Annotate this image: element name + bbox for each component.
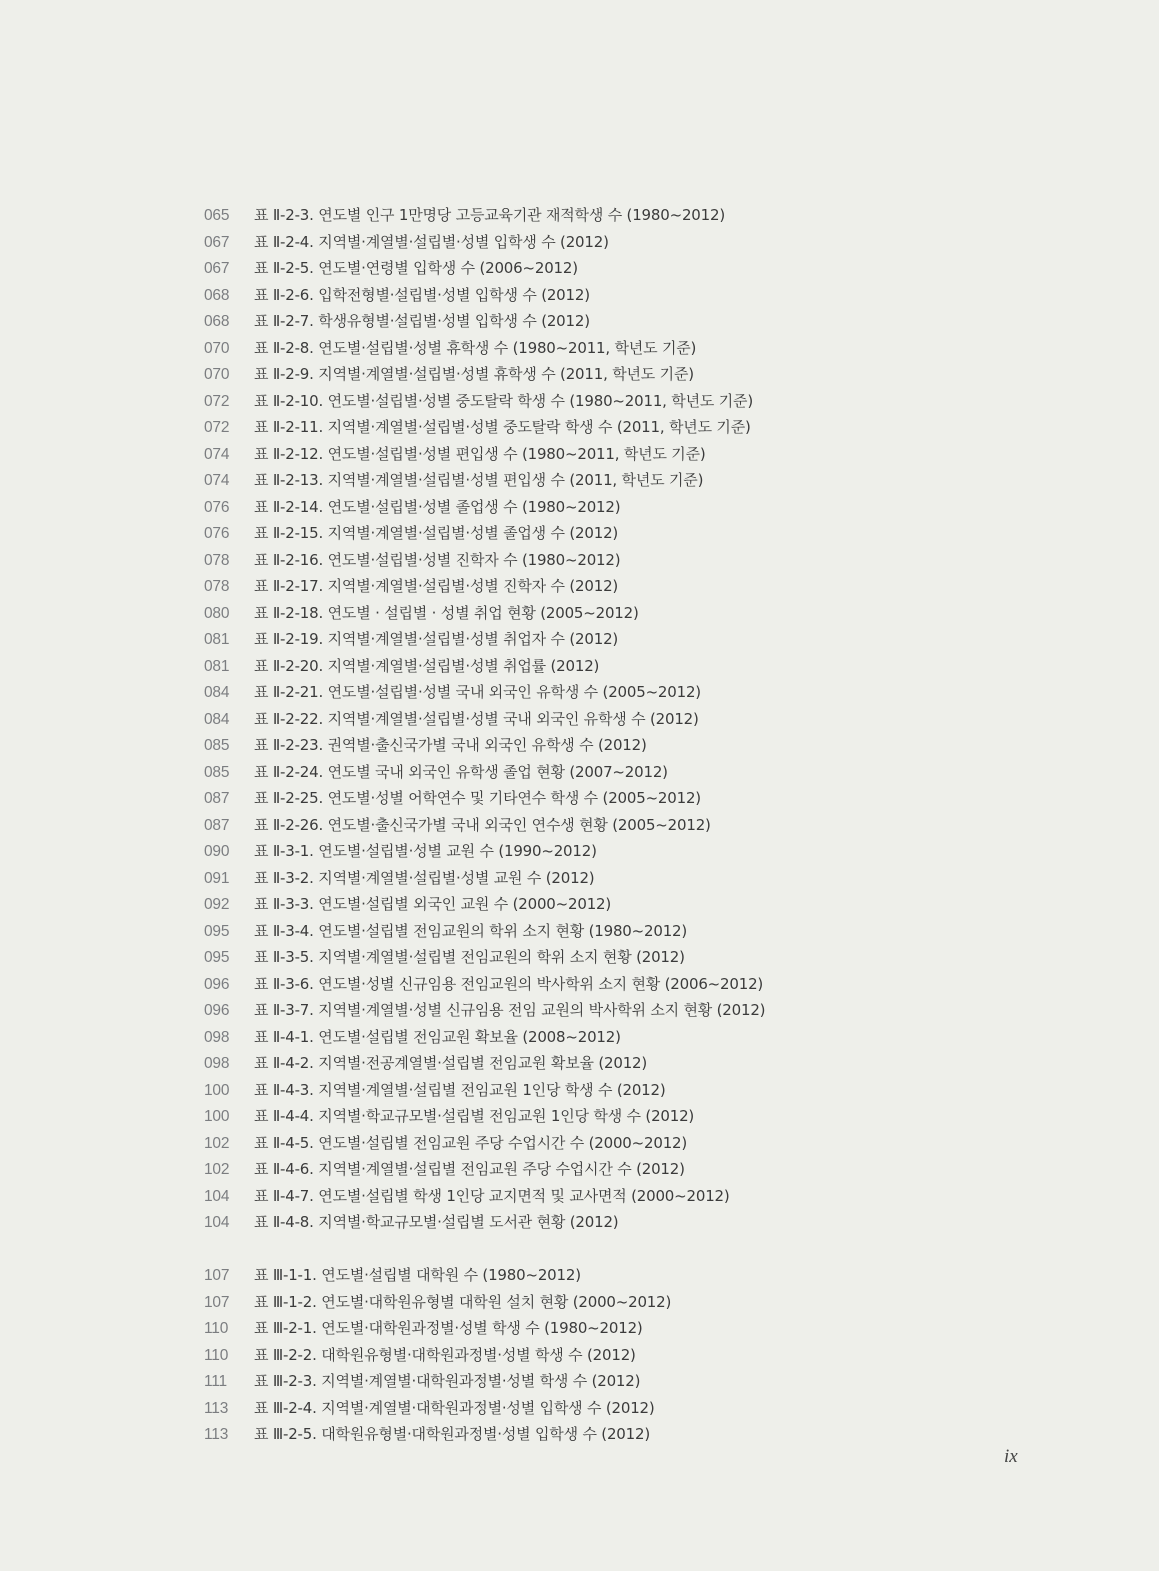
toc-page-number: 102 bbox=[204, 1134, 230, 1152]
toc-entry[interactable] bbox=[204, 1024, 1064, 1051]
toc-entry[interactable] bbox=[204, 282, 1064, 309]
toc-entry-title: 표 Ⅱ-4-5. 연도별·설립별 전임교원 주당 수업시간 수 (2000~2012) bbox=[254, 1133, 688, 1152]
toc-entry-title: 표 Ⅱ-2-21. 연도별·설립별·성별 국내 외국인 유학생 수 (2005~2012) bbox=[254, 683, 701, 701]
toc-entry[interactable] bbox=[204, 388, 1064, 415]
toc-page-number: 072 bbox=[204, 392, 230, 410]
toc-entry-title: 표 Ⅲ-2-1. 연도별·대학원과정별·성별 학생 수 (1980~2012) bbox=[254, 1319, 643, 1337]
toc-section-3 bbox=[204, 1262, 1064, 1448]
toc-page-number: 107 bbox=[204, 1267, 230, 1284]
toc-page-number: 078 bbox=[204, 578, 230, 595]
toc-entry[interactable] bbox=[204, 573, 1064, 600]
toc-entry-title: 표 Ⅱ-2-15. 지역별·계열별·설립별·성별 졸업생 수 (2012) bbox=[254, 524, 619, 542]
toc-entry[interactable] bbox=[204, 971, 1064, 998]
toc-page-number: 070 bbox=[204, 339, 230, 357]
toc-page-number: 104 bbox=[204, 1214, 230, 1231]
toc-entry[interactable] bbox=[204, 361, 1064, 388]
toc-entry[interactable] bbox=[204, 653, 1064, 680]
toc-entry[interactable] bbox=[204, 1315, 1064, 1342]
toc-page-number: 076 bbox=[204, 525, 230, 542]
page-folio: ix bbox=[1004, 1446, 1018, 1467]
toc-entry[interactable] bbox=[204, 520, 1064, 547]
toc-page-number: 087 bbox=[204, 790, 230, 807]
toc-page-number: 070 bbox=[204, 366, 230, 383]
toc-entry-title: 표 Ⅱ-2-6. 입학전형별·설립별·성별 입학생 수 (2012) bbox=[254, 285, 590, 304]
toc-page-number: 081 bbox=[204, 631, 230, 648]
toc-entry-title: 표 Ⅱ-2-8. 연도별·설립별·성별 휴학생 수 (1980~2011, 학년도 기준) bbox=[254, 338, 697, 357]
toc-page-number: 085 bbox=[204, 737, 230, 754]
toc-entry-title: 표 Ⅱ-2-26. 연도별·출신국가별 국내 외국인 연수생 현황 (2005~2012) bbox=[254, 815, 711, 834]
toc-entry[interactable] bbox=[204, 918, 1064, 945]
toc-entry-title: 표 Ⅱ-2-17. 지역별·계열별·설립별·성별 진학자 수 (2012) bbox=[254, 577, 619, 595]
toc-entry[interactable] bbox=[204, 759, 1064, 786]
toc-page-number: 096 bbox=[204, 1002, 230, 1019]
toc-section-2 bbox=[204, 202, 1064, 1236]
toc-entry-title: 표 Ⅱ-4-6. 지역별·계열별·설립별 전임교원 주당 수업시간 수 (2012) bbox=[254, 1160, 685, 1178]
toc-page-number: 110 bbox=[204, 1346, 229, 1364]
toc-entry-title: 표 Ⅱ-2-20. 지역별·계열별·설립별·성별 취업률 (2012) bbox=[254, 656, 600, 675]
toc-page-number: 090 bbox=[204, 843, 230, 860]
toc-page-number: 110 bbox=[204, 1320, 229, 1337]
toc-entry[interactable] bbox=[204, 1156, 1064, 1183]
toc-entry-title: 표 Ⅱ-3-5. 지역별·계열별·설립별 전임교원의 학위 소지 현황 (2012) bbox=[254, 948, 685, 966]
toc-page-number: 095 bbox=[204, 949, 230, 966]
toc-entry-title: 표 Ⅱ-4-4. 지역별·학교규모별·설립별 전임교원 1인당 학생 수 (2012) bbox=[254, 1107, 695, 1125]
toc-entry[interactable] bbox=[204, 255, 1064, 282]
toc-entry[interactable] bbox=[204, 1183, 1064, 1210]
toc-entry-title: 표 Ⅲ-1-1. 연도별·설립별 대학원 수 (1980~2012) bbox=[254, 1266, 581, 1284]
toc-entry[interactable] bbox=[204, 865, 1064, 892]
toc-page-number: 100 bbox=[204, 1108, 230, 1125]
toc-page-number: 100 bbox=[204, 1081, 230, 1099]
toc-page-number: 104 bbox=[204, 1187, 230, 1205]
toc-entry[interactable] bbox=[204, 1342, 1064, 1369]
toc-page-number: 084 bbox=[204, 710, 230, 728]
toc-page-number: 068 bbox=[204, 313, 230, 330]
toc-page-number: 084 bbox=[204, 684, 230, 701]
toc-entry-title: 표 Ⅱ-2-5. 연도별·연령별 입학생 수 (2006~2012) bbox=[254, 259, 578, 277]
toc-entry-title: 표 Ⅱ-4-3. 지역별·계열별·설립별 전임교원 1인당 학생 수 (2012) bbox=[254, 1080, 666, 1099]
toc-entry-title: 표 Ⅱ-2-12. 연도별·설립별·성별 편입생 수 (1980~2011, 학년도 기준) bbox=[254, 444, 706, 463]
toc-page-number: 081 bbox=[204, 657, 230, 675]
toc-entry-title: 표 Ⅱ-3-6. 연도별·성별 신규임용 전임교원의 박사학위 소지 현황 (2006~2012) bbox=[254, 974, 764, 993]
toc-entry[interactable] bbox=[204, 1209, 1064, 1236]
toc-entry[interactable] bbox=[204, 441, 1064, 468]
toc-page-number: 074 bbox=[204, 445, 230, 463]
toc-entry[interactable] bbox=[204, 1077, 1064, 1104]
toc-entry-title: 표 Ⅱ-3-7. 지역별·계열별·성별 신규임용 전임 교원의 박사학위 소지 현황 (2012) bbox=[254, 1001, 766, 1019]
toc-entry[interactable] bbox=[204, 229, 1064, 256]
toc-entry-title: 표 Ⅲ-2-4. 지역별·계열별·대학원과정별·성별 입학생 수 (2012) bbox=[254, 1398, 655, 1417]
toc-entry-title: 표 Ⅱ-4-8. 지역별·학교규모별·설립별 도서관 현황 (2012) bbox=[254, 1213, 619, 1231]
toc-entry-title: 표 Ⅱ-2-4. 지역별·계열별·설립별·성별 입학생 수 (2012) bbox=[254, 232, 609, 251]
toc-page-number: 096 bbox=[204, 975, 230, 993]
toc-entry[interactable] bbox=[204, 812, 1064, 839]
toc-entry-title: 표 Ⅱ-4-1. 연도별·설립별 전임교원 확보율 (2008~2012) bbox=[254, 1027, 621, 1046]
toc-entry-title: 표 Ⅱ-2-9. 지역별·계열별·설립별·성별 휴학생 수 (2011, 학년도 기준) bbox=[254, 365, 694, 383]
toc-entry-title: 표 Ⅲ-2-5. 대학원유형별·대학원과정별·성별 입학생 수 (2012) bbox=[254, 1425, 650, 1443]
toc-page-number: 102 bbox=[204, 1161, 230, 1178]
table-of-contents bbox=[204, 202, 1064, 1448]
toc-page-number: 068 bbox=[204, 286, 230, 304]
toc-page-number: 095 bbox=[204, 922, 230, 940]
toc-entry-title: 표 Ⅱ-4-7. 연도별·설립별 학생 1인당 교지면적 및 교사면적 (2000~2012) bbox=[254, 1186, 730, 1205]
toc-entry[interactable] bbox=[204, 679, 1064, 706]
toc-entry[interactable] bbox=[204, 1289, 1064, 1316]
toc-entry-title: 표 Ⅲ-1-2. 연도별·대학원유형별 대학원 설치 현황 (2000~2012) bbox=[254, 1292, 672, 1311]
toc-entry[interactable] bbox=[204, 600, 1064, 627]
toc-entry[interactable] bbox=[204, 308, 1064, 335]
toc-entry-title: 표 Ⅱ-2-13. 지역별·계열별·설립별·성별 편입생 수 (2011, 학년도 기준) bbox=[254, 471, 704, 489]
toc-page-number: 098 bbox=[204, 1028, 230, 1046]
toc-page-number: 080 bbox=[204, 604, 230, 622]
toc-page-number: 067 bbox=[204, 233, 230, 251]
toc-entry[interactable] bbox=[204, 547, 1064, 574]
toc-entry-title: 표 Ⅱ-2-7. 학생유형별·설립별·성별 입학생 수 (2012) bbox=[254, 312, 590, 330]
toc-entry[interactable] bbox=[204, 202, 1064, 229]
toc-entry[interactable] bbox=[204, 335, 1064, 362]
toc-page-number: 087 bbox=[204, 816, 230, 834]
toc-entry[interactable] bbox=[204, 1395, 1064, 1422]
toc-entry-title: 표 Ⅱ-2-19. 지역별·계열별·설립별·성별 취업자 수 (2012) bbox=[254, 630, 619, 648]
toc-page-number: 107 bbox=[204, 1293, 230, 1311]
toc-entry-title: 표 Ⅱ-2-25. 연도별·성별 어학연수 및 기타연수 학생 수 (2005~2012) bbox=[254, 789, 701, 807]
toc-entry-title: 표 Ⅱ-2-3. 연도별 인구 1만명당 고등교육기관 재적학생 수 (1980~2012) bbox=[254, 206, 725, 224]
toc-entry-title: 표 Ⅱ-3-4. 연도별·설립별 전임교원의 학위 소지 현황 (1980~2012) bbox=[254, 921, 688, 940]
toc-entry-title: 표 Ⅱ-4-2. 지역별·전공계열별·설립별 전임교원 확보율 (2012) bbox=[254, 1054, 648, 1072]
toc-entry-title: 표 Ⅱ-2-23. 권역별·출신국가별 국내 외국인 유학생 수 (2012) bbox=[254, 736, 647, 754]
toc-page-number: 113 bbox=[204, 1399, 229, 1417]
toc-entry[interactable] bbox=[204, 1050, 1064, 1077]
toc-entry[interactable] bbox=[204, 414, 1064, 441]
toc-page-number: 111 bbox=[204, 1373, 227, 1390]
toc-entry-title: 표 Ⅲ-2-3. 지역별·계열별·대학원과정별·성별 학생 수 (2012) bbox=[254, 1372, 641, 1390]
toc-entry[interactable] bbox=[204, 732, 1064, 759]
toc-page-number: 078 bbox=[204, 551, 230, 569]
toc-entry-title: 표 Ⅱ-2-11. 지역별·계열별·설립별·성별 중도탈락 학생 수 (2011, 학년도 기준) bbox=[254, 418, 751, 436]
toc-entry[interactable] bbox=[204, 997, 1064, 1024]
toc-entry[interactable] bbox=[204, 1103, 1064, 1130]
toc-entry[interactable] bbox=[204, 944, 1064, 971]
toc-page-number: 091 bbox=[204, 869, 230, 887]
toc-entry[interactable] bbox=[204, 1262, 1064, 1289]
toc-entry-title: 표 Ⅱ-2-10. 연도별·설립별·성별 중도탈락 학생 수 (1980~2011, 학년도 기준) bbox=[254, 391, 753, 410]
toc-page-number: 098 bbox=[204, 1055, 230, 1072]
toc-entry[interactable] bbox=[204, 891, 1064, 918]
toc-page-number: 065 bbox=[204, 207, 230, 224]
toc-page-number: 076 bbox=[204, 498, 230, 516]
toc-entry-title: 표 Ⅱ-3-3. 연도별·설립별 외국인 교원 수 (2000~2012) bbox=[254, 895, 612, 913]
toc-entry[interactable] bbox=[204, 494, 1064, 521]
toc-entry[interactable] bbox=[204, 1368, 1064, 1395]
toc-entry-title: 표 Ⅱ-2-24. 연도별 국내 외국인 유학생 졸업 현황 (2007~2012) bbox=[254, 762, 668, 781]
toc-entry-title: 표 Ⅱ-3-2. 지역별·계열별·설립별·성별 교원 수 (2012) bbox=[254, 868, 595, 887]
toc-entry[interactable] bbox=[204, 838, 1064, 865]
toc-page-number: 085 bbox=[204, 763, 230, 781]
toc-entry-title: 표 Ⅱ-2-18. 연도별 · 설립별 · 성별 취업 현황 (2005~2012) bbox=[254, 603, 639, 622]
toc-entry-title: 표 Ⅱ-3-1. 연도별·설립별·성별 교원 수 (1990~2012) bbox=[254, 842, 597, 860]
toc-page-number: 113 bbox=[204, 1426, 229, 1443]
toc-entry[interactable] bbox=[204, 706, 1064, 733]
toc-entry[interactable] bbox=[204, 1130, 1064, 1157]
toc-entry[interactable] bbox=[204, 467, 1064, 494]
toc-entry-title: 표 Ⅲ-2-2. 대학원유형별·대학원과정별·성별 학생 수 (2012) bbox=[254, 1345, 636, 1364]
toc-page-number: 072 bbox=[204, 419, 230, 436]
toc-entry[interactable] bbox=[204, 785, 1064, 812]
toc-entry-title: 표 Ⅱ-2-16. 연도별·설립별·성별 진학자 수 (1980~2012) bbox=[254, 550, 621, 569]
toc-entry[interactable] bbox=[204, 626, 1064, 653]
toc-entry-title: 표 Ⅱ-2-22. 지역별·계열별·설립별·성별 국내 외국인 유학생 수 (2012) bbox=[254, 709, 699, 728]
toc-page-number: 067 bbox=[204, 260, 230, 277]
toc-page-number: 092 bbox=[204, 896, 230, 913]
toc-page-number: 074 bbox=[204, 472, 230, 489]
toc-entry-title: 표 Ⅱ-2-14. 연도별·설립별·성별 졸업생 수 (1980~2012) bbox=[254, 497, 621, 516]
toc-entry[interactable] bbox=[204, 1421, 1064, 1448]
